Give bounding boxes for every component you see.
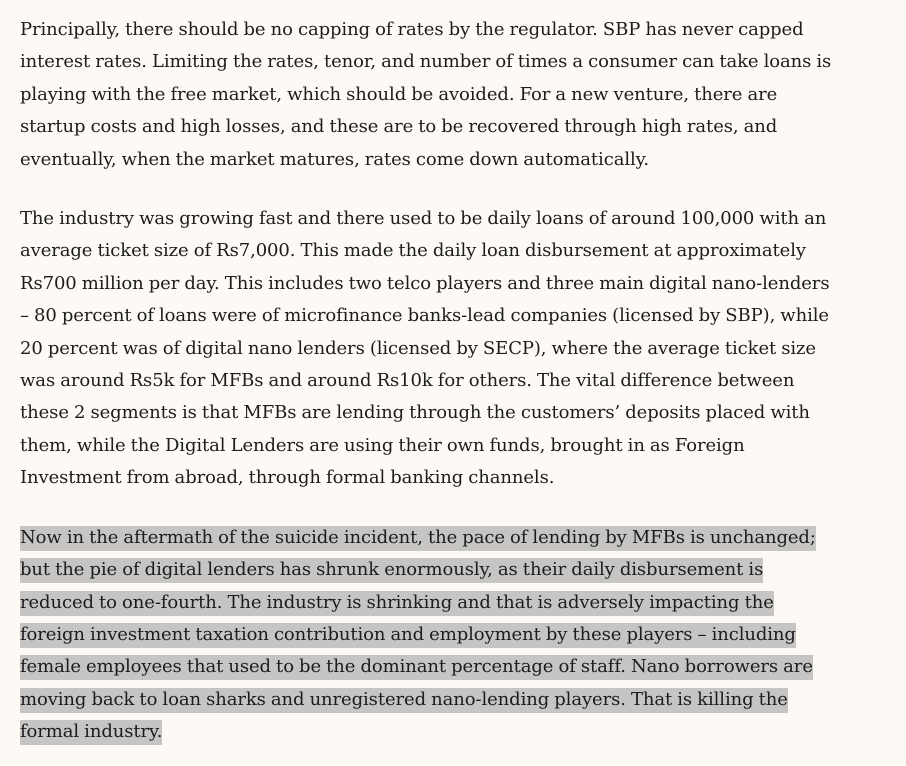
- text-line: eventually, when the market matures, rates come down automatically.: [20, 148, 649, 170]
- text-line: these 2 segments is that MFBs are lending through the customers’ deposits placed with: [20, 402, 810, 424]
- paragraph-industry-growth: [20, 203, 850, 495]
- text-line: playing with the free market, which should be avoided. For a new venture, there are: [20, 83, 778, 105]
- selected-text-line[interactable]: [20, 522, 850, 554]
- text-line: Principally, there should be no capping of rates by the regulator. SBP has never capped: [20, 19, 804, 40]
- selected-text-line[interactable]: [20, 554, 850, 586]
- text-line: startup costs and high losses, and these are to be recovered through high rates, and: [20, 116, 778, 138]
- text-line: Investment from abroad, through formal banking channels.: [20, 467, 555, 489]
- paragraph-rate-capping: [20, 14, 850, 176]
- text-line: The industry was growing fast and there used to be daily loans of around 100,000 with an: [20, 208, 827, 230]
- selection-highlight[interactable]: reduced to one-fourth. The industry is shrinking and that is adversely impacting the: [20, 591, 774, 616]
- selected-text-line[interactable]: [20, 716, 850, 748]
- selection-highlight[interactable]: female employees that used to be the dominant percentage of staff. Nano borrowers are: [20, 655, 813, 680]
- text-line: was around Rs5k for MFBs and around Rs10k for others. The vital difference between: [20, 370, 795, 392]
- selected-text-line[interactable]: [20, 651, 850, 683]
- selected-text-line[interactable]: [20, 619, 850, 651]
- text-line: 20 percent was of digital nano lenders (licensed by SECP), where the average ticket size: [20, 337, 816, 359]
- text-line: – 80 percent of loans were of microfinance banks-lead companies (licensed by SBP), while: [20, 305, 829, 327]
- selection-highlight[interactable]: foreign investment taxation contribution and employment by these players – including: [20, 623, 796, 648]
- text-line: them, while the Digital Lenders are using their own funds, brought in as Foreign: [20, 434, 745, 456]
- selection-highlight[interactable]: formal industry.: [20, 720, 162, 745]
- text-line: interest rates. Limiting the rates, tenor, and number of times a consumer can take loans is: [20, 51, 832, 73]
- selected-text-line[interactable]: [20, 684, 850, 716]
- selection-highlight[interactable]: but the pie of digital lenders has shrunk enormously, as their daily disbursement is: [20, 558, 763, 583]
- text-line: average ticket size of Rs7,000. This made the daily loan disbursement at approximately: [20, 240, 806, 262]
- selection-highlight[interactable]: moving back to loan sharks and unregistered nano-lending players. That is killing the: [20, 688, 788, 713]
- selection-highlight[interactable]: Now in the aftermath of the suicide incident, the pace of lending by MFBs is unchanged;: [20, 526, 816, 551]
- text-line: Rs700 million per day. This includes two telco players and three main digital nano-lenders: [20, 272, 830, 294]
- paragraph-aftermath-selected[interactable]: [20, 522, 850, 749]
- selected-text-line[interactable]: [20, 587, 850, 619]
